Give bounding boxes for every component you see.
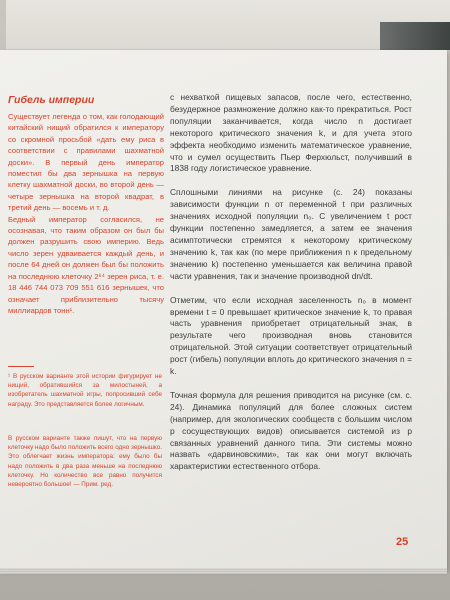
sidebar-paragraph: Существует легенда о том, как голодающий китайский нищий обратился к императору со скромной просьбой «дать ему риса в соответствии с правилами шахматной доски». В первый день император поместил бы два зернышка на первую клетку шахматной доски, во второй день — четыре зернышка на второй квадрат, в третий день — восемь и т. д. <box>8 112 164 213</box>
body-paragraph: Отметим, что если исходная заселенность n₀ в момент времени t = 0 превышает критическое значение k, то правая часть уравнения приобретает отрицательный знак, в результате чего производная вновь становится отрицательной. Этой ситуации соответствует отрицательный рост (гибель) популяции вплоть до критического значения n = k. <box>170 294 412 377</box>
footnote: В русском варианте также пишут, что на первую клеточку надо было положить всего одно зернышко. Это облегчает жизнь императора: ему было бы надо положить в два раза меньше на последнюю клеточку. Но количество все равно получится невероятно большое! — Прим. ред. <box>8 435 162 489</box>
footnote-divider <box>8 366 34 367</box>
body-paragraph: Точная формула для решения приводится на рисунке (см. с. 24). Динамика популяций для более сложных систем (например, для экологических сообществ с большим числом p сосуществующих видов) описывается системой из p связанных уравнений данного типа. Эти системы можно назвать «дарвиновскими», так как они могут включать характеристики естественного отбора. <box>170 389 412 472</box>
sidebar-title: Гибель империи <box>8 94 95 106</box>
body-paragraph: с нехваткой пищевых запасов, после чего, естественно, безудержное размножение должно как-то прекратиться. Рост популяции заканчивается, когда число n достигает некоторого критического значения k, и для учета этого эффекта необходимо изменить математическое уравнение, что и сумел осуществить Пьер Ферхюльст, получивший в 1838 году логистическое уравнение. <box>170 92 412 174</box>
body-paragraph: Сплошными линиями на рисунке (с. 24) показаны зависимости функции n от переменной t при различных значениях исходной популяции n₀. С увеличением t рост функции постепенно замедляется, а затем ее значения асимптотически стремятся к некоторому критическому значению k, так как (по мере приближения n к предельному значению k) постепенно уменьшается как величина правой части уравнения, так и значение производной dn/dt. <box>170 187 412 281</box>
previous-page-edge <box>6 0 450 50</box>
page-stack-edge <box>0 568 447 574</box>
sidebar-text <box>8 111 164 316</box>
main-text-column <box>170 92 412 485</box>
sidebar-paragraph: Бедный император согласился, не осознавая, что таким образом он был бы должен разрушить свою империю. Ведь число зерен удваивается каждый день, и после 64 дней он должен был бы положить на последнюю клеточку 2⁶⁴ зерен риса, т. е. 18 446 744 073 709 551 616 зернышек, что означает приблизительно тысячу миллиардов тонн¹. <box>8 214 164 315</box>
sidebar-box <box>8 94 164 316</box>
book-cover-corner <box>380 22 450 50</box>
footnote: ¹ В русском варианте этой истории фигурирует не нищий, обратившийся за милостыней, а изобретатель шахматной игры, попросивший себе награду. Это представляется более логичным. <box>8 373 162 408</box>
page-number: 25 <box>396 536 409 548</box>
